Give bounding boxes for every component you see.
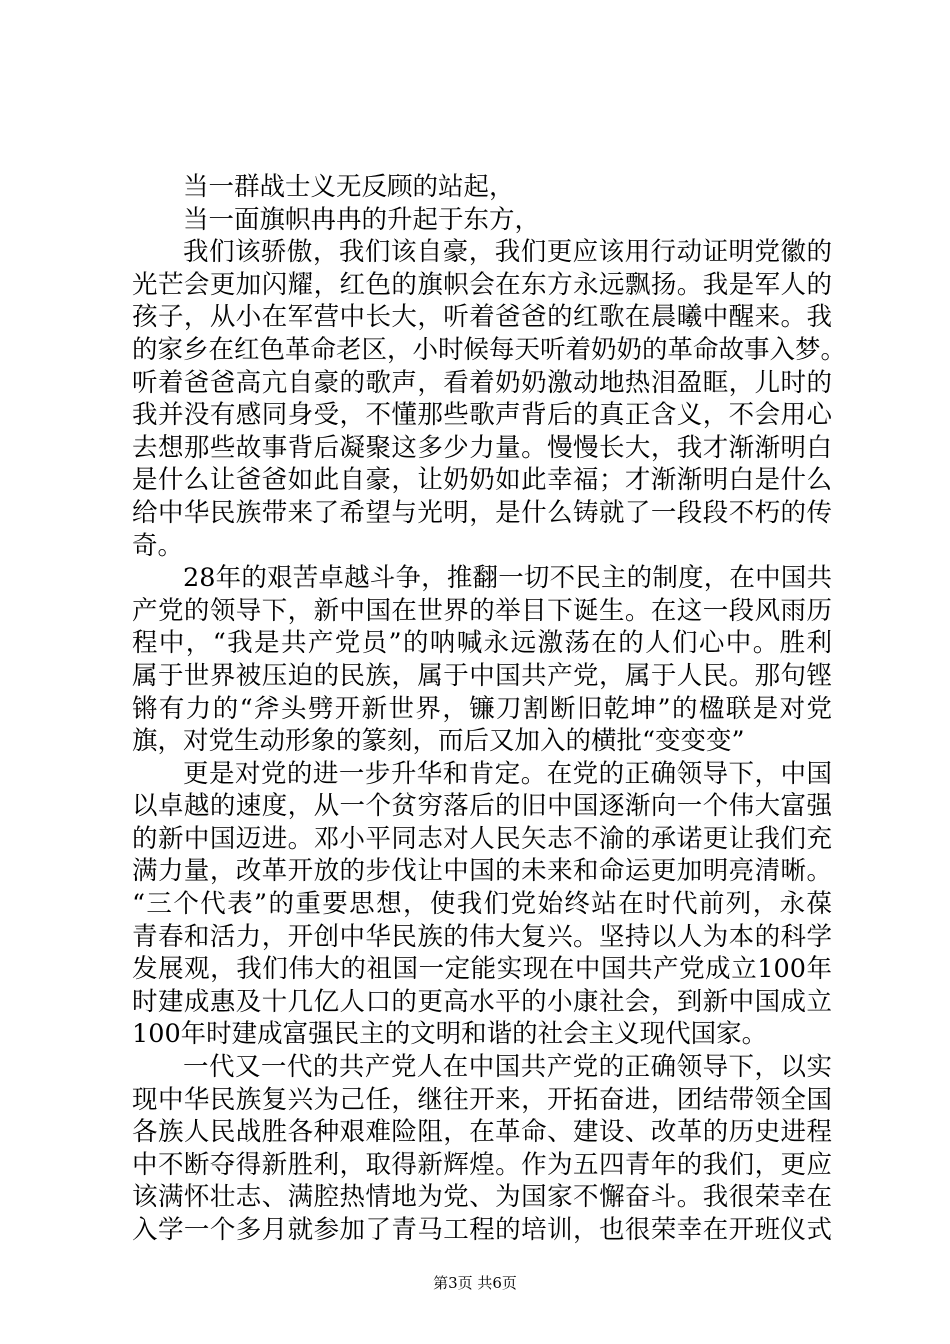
text-line: 中不断夺得新胜利，取得新辉煌。作为五四青年的我们，更应 [132,1149,832,1180]
text-line: 程中，“我是共产党员”的呐喊永远激荡在的人们心中。胜利 [132,628,832,659]
text-line: 该满怀壮志、满腔热情地为党、为国家不懈奋斗。我很荣幸在 [132,1182,832,1213]
text-line: 一代又一代的共产党人在中国共产党的正确领导下，以实 [183,1052,832,1083]
text-line: 光芒会更加闪耀，红色的旗帜会在东方永远飘扬。我是军人的 [132,269,832,300]
text-line: 青春和活力，开创中华民族的伟大复兴。坚持以人为本的科学 [132,921,832,952]
text-line: 各族人民战胜各种艰难险阻，在革命、建设、改革的历史进程 [132,1117,832,1148]
text-line: 入学一个多月就参加了青马工程的培训，也很荣幸在开班仪式 [132,1215,832,1245]
text-line: 100年时建成富强民主的文明和谐的社会主义现代国家。 [132,1019,768,1050]
text-line: 的家乡在红色革命老区，小时候每天听着奶奶的革命故事入梦。 [132,334,847,365]
text-line: 锵有力的“斧头劈开新世界，镰刀割断旧乾坤”的楹联是对党 [132,693,832,724]
text-line: 给中华民族带来了希望与光明，是什么铸就了一段段不朽的传 [132,497,832,528]
text-line: 去想那些故事背后凝聚这多少力量。慢慢长大，我才渐渐明白 [132,432,832,463]
text-line: 属于世界被压迫的民族，属于中国共产党，属于人民。那句铿 [132,660,832,691]
text-line: 时建成惠及十几亿人口的更高水平的小康社会，到新中国成立 [132,986,832,1017]
document-body [132,171,847,1247]
text-line: 当一面旗帜冉冉的升起于东方， [183,204,541,235]
text-line: 孩子，从小在军营中长大，听着爸爸的红歌在晨曦中醒来。我 [132,302,832,333]
text-line: 产党的领导下，新中国在世界的举目下诞生。在这一段风雨历 [132,595,832,626]
text-line: 是什么让爸爸如此自豪，让奶奶如此幸福；才渐渐明白是什么 [132,465,832,496]
text-line: 旗，对党生动形象的篆刻，而后又加入的横批“变变变” [132,726,745,757]
text-line: 现中华民族复兴为己任，继往开来，开拓奋进，团结带领全国 [132,1084,832,1115]
text-line: 满力量，改革开放的步伐让中国的未来和命运更加明亮清晰。 [132,856,832,887]
text-line: 以卓越的速度，从一个贫穷落后的旧中国逐渐向一个伟大富强 [132,791,832,822]
page-number: 第3页 共6页 [433,1274,517,1292]
text-line: 当一群战士义无反顾的站起， [183,172,515,202]
text-line: 我并没有感同身受，不懂那些歌声背后的真正含义，不会用心 [132,400,832,431]
page-footer [0,1273,950,1293]
text-line: 发展观，我们伟大的祖国一定能实现在中国共产党成立100年 [132,954,832,985]
text-line: “三个代表”的重要思想，使我们党始终站在时代前列，永葆 [132,889,832,920]
text-line: 奇。 [132,530,184,561]
text-line: 我们该骄傲，我们该自豪，我们更应该用行动证明党徽的 [183,237,832,268]
text-line: 更是对党的进一步升华和肯定。在党的正确领导下，中国 [183,758,832,789]
text-line: 听着爸爸高亢自豪的歌声，看着奶奶激动地热泪盈眶，儿时的 [132,367,832,398]
text-line: 28年的艰苦卓越斗争，推翻一切不民主的制度，在中国共 [183,563,832,594]
text-line: 的新中国迈进。邓小平同志对人民矢志不渝的承诺更让我们充 [132,823,832,854]
